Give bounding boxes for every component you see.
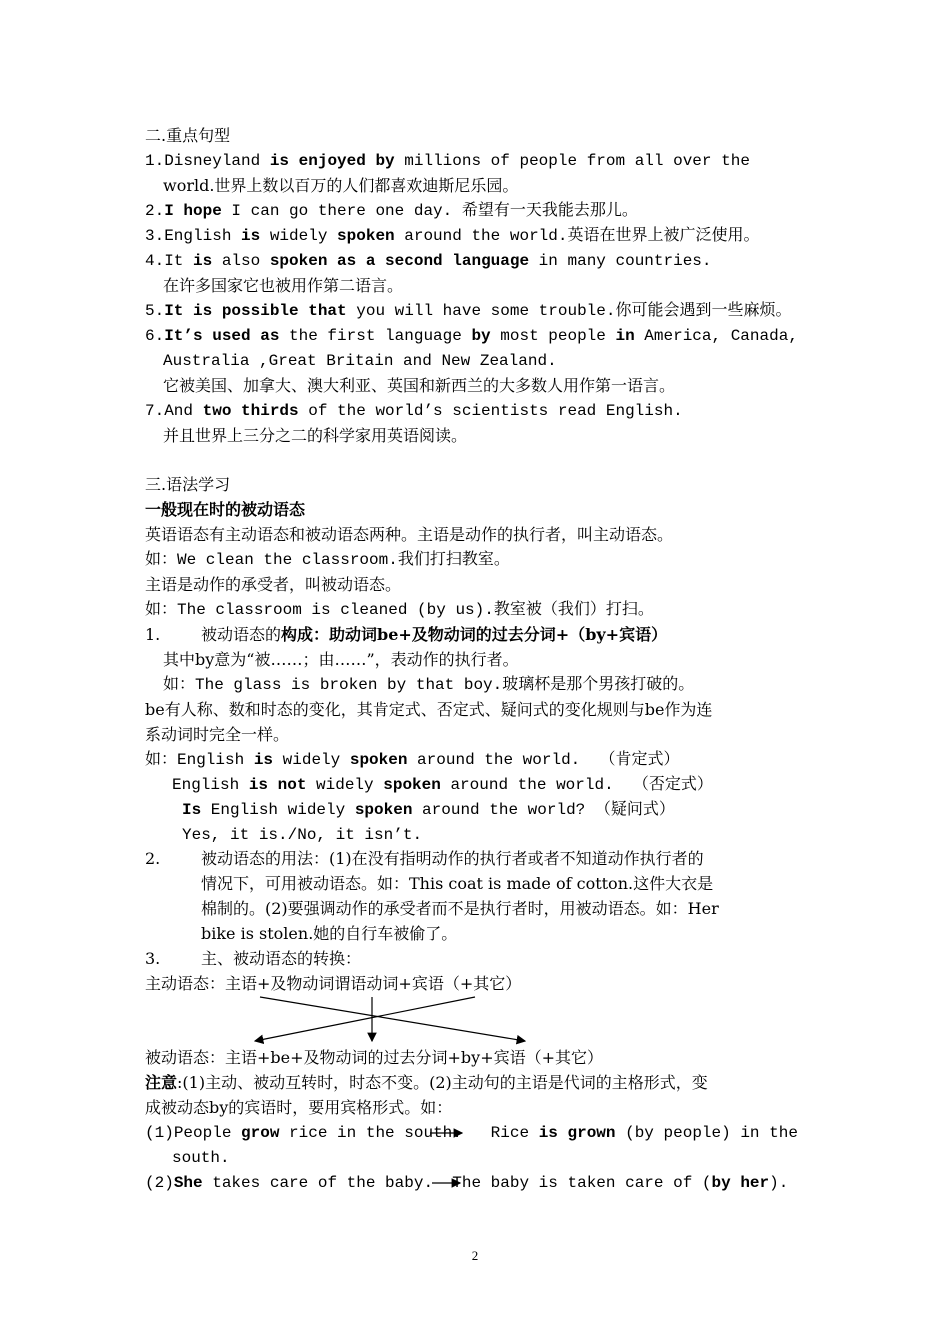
rule-3-number: 3. <box>145 949 161 968</box>
example-negative: English is not widely spoken around the world. （否定式） <box>172 776 713 794</box>
sentence-5: 5.It is possible that you will have some trouble.你可能会遇到一些麻烦。 <box>145 302 792 320</box>
rule-1-line-2: 其中by意为“被……；由……”，表动作的执行者。 <box>163 650 519 669</box>
paragraph-2: 如：We clean the classroom.我们打扫教室。 <box>145 551 510 569</box>
example-answer: Yes, it is./No, it isn’t. <box>182 826 423 844</box>
example-question: Is English widely spoken around the world? （疑问式） <box>182 801 675 819</box>
sentence-4-line-2: 在许多国家它也被用作第二语言。 <box>163 276 404 295</box>
sentence-2: 2.I hope I can go there one day. 希望有一天我能去那儿。 <box>145 202 638 220</box>
arrow-subject-to-object <box>260 997 525 1041</box>
rule-1-number: 1. <box>145 625 161 644</box>
grammar-heading: 一般现在时的被动语态 <box>145 500 306 519</box>
section-3-title: 三.语法学习 <box>145 475 231 494</box>
active-voice-formula: 主动语态：主语+及物动词谓语动词+宾语（+其它） <box>145 974 522 993</box>
paragraph-1: 英语语态有主动语态和被动语态两种。主语是动作的执行者，叫主动语态。 <box>145 525 674 544</box>
rule-2-line-3: 棉制的。(2)要强调动作的承受者而不是执行者时，用被动语态。如：Her <box>201 899 719 918</box>
sentence-6-line-3: 它被美国、加拿大、澳大利亚、英国和新西兰的大多数人用作第一语言。 <box>163 376 676 395</box>
section-2-title: 二.重点句型 <box>145 126 231 145</box>
sentence-7-line-2: 并且世界上三分之二的科学家用英语阅读。 <box>163 426 468 445</box>
example-affirmative: 如：English is widely spoken around the world. （肯定式） <box>145 751 680 769</box>
sentence-4: 4.It is also spoken as a second language in many countries. <box>145 252 712 270</box>
rule-2-number: 2. <box>145 849 161 868</box>
note-line-1: 注意:(1)主动、被动互转时，时态不变。(2)主动句的主语是代词的主格形式，变 <box>145 1073 708 1092</box>
sentence-1: 1.Disneyland is enjoyed by millions of people from all over the <box>145 152 750 170</box>
page-number: 2 <box>471 1248 479 1263</box>
conversion-example-1: (1)People grow rice in the south. Rice is grown (by people) in the <box>145 1124 798 1142</box>
sentence-6-line-2: Australia ,Great Britain and New Zealand. <box>163 352 557 370</box>
rule-2-line-1: 被动语态的用法：(1)在没有指明动作的执行者或者不知道动作执行者的 <box>201 849 704 868</box>
conversion-example-1-line-2: south. <box>172 1149 230 1167</box>
sentence-1-line-2: world.世界上数以百万的人们都喜欢迪斯尼乐园。 <box>163 176 519 195</box>
paragraph-3: 主语是动作的承受者，叫被动语态。 <box>145 575 402 594</box>
sentence-6: 6.It’s used as the first language by most people in America, Canada, <box>145 327 798 345</box>
rule-3-line-1: 主、被动语态的转换： <box>201 949 362 968</box>
be-rule-line-1: be有人称、数和时态的变化，其肯定式、否定式、疑问式的变化规则与be作为连 <box>145 700 713 719</box>
sentence-7: 7.And two thirds of the world’s scientists read English. <box>145 402 683 420</box>
paragraph-4: 如：The classroom is cleaned (by us).教室被（我们）打扫。 <box>145 601 654 619</box>
be-rule-line-2: 系动词时完全一样。 <box>145 725 290 744</box>
rule-2-line-2: 情况下，可用被动语态。如：This coat is made of cotton.这件大衣是 <box>201 874 714 893</box>
arrow-object-to-subject <box>255 997 475 1041</box>
rule-1-line-1: 被动语态的构成：助动词be+及物动词的过去分词+（by+宾语） <box>201 625 668 644</box>
rule-1-line-3: 如：The glass is broken by that boy.玻璃杯是那个男孩打破的。 <box>163 676 695 694</box>
note-line-2: 成被动态by的宾语时，要用宾格形式。如： <box>145 1098 453 1117</box>
rule-2-line-4: bike is stolen.她的自行车被偷了。 <box>201 924 458 943</box>
sentence-3: 3.English is widely spoken around the world.英语在世界上被广泛使用。 <box>145 227 760 245</box>
passive-voice-formula: 被动语态：主语+be+及物动词的过去分词+by+宾语（+其它） <box>145 1048 604 1067</box>
conversion-example-2: (2)She takes care of the baby. The baby is taken care of (by her). <box>145 1174 789 1192</box>
